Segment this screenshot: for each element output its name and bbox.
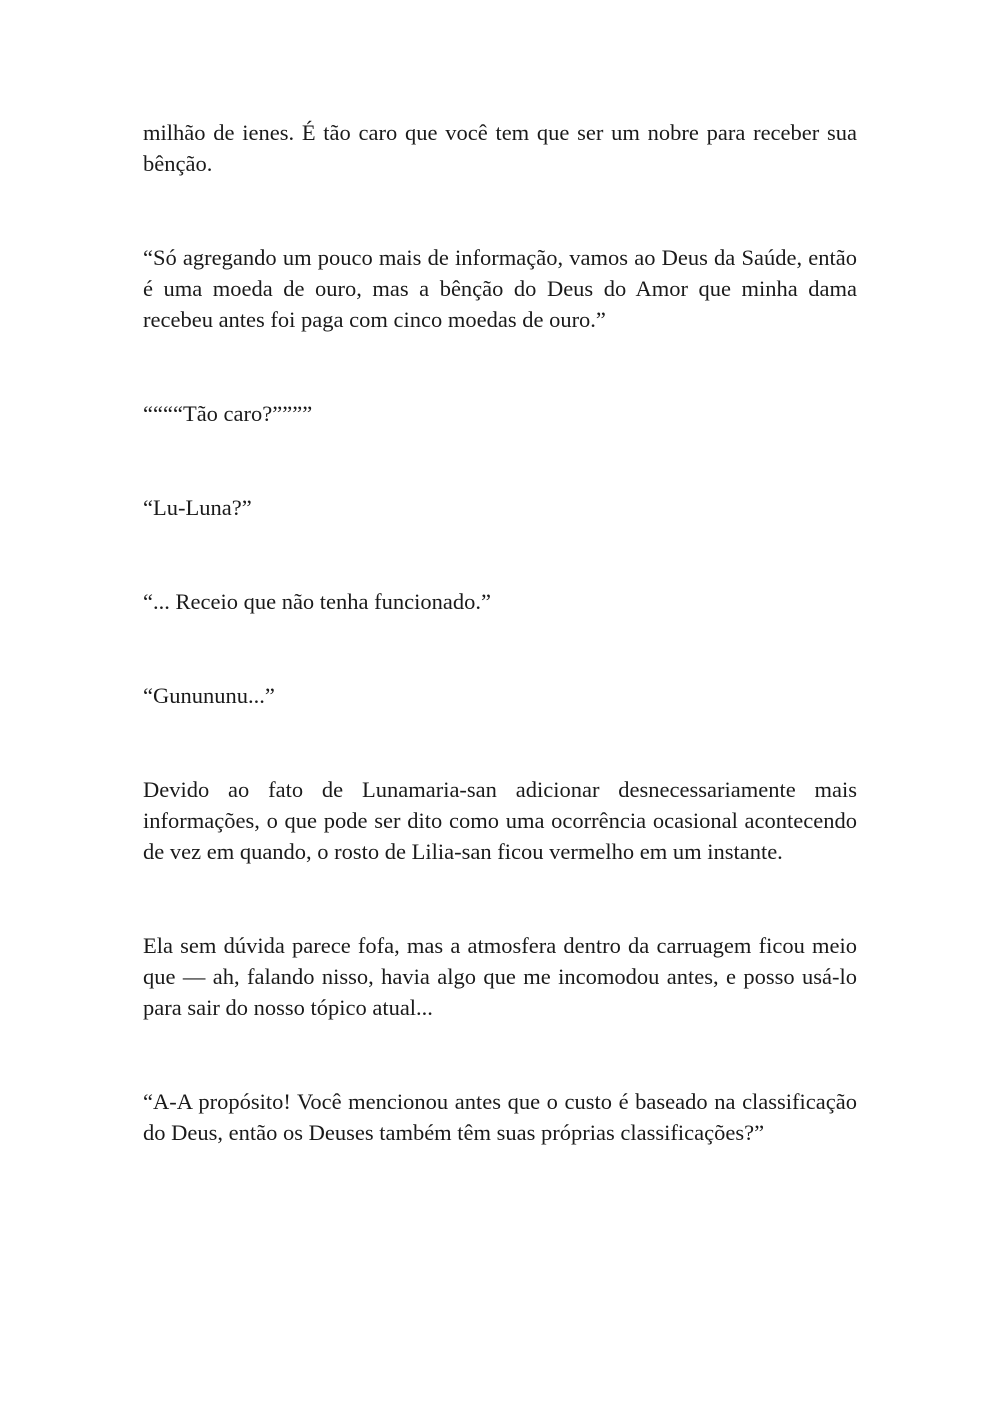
paragraph-1: milhão de ienes. É tão caro que você tem que ser um nobre para receber sua bênção.	[143, 120, 857, 176]
paragraph-9: “A-A propósito! Você mencionou antes que o custo é baseado na classificação do Deus, então os Deuses também têm suas próprias classificações?”	[143, 1089, 857, 1145]
paragraph-3: ““““Tão caro?””””	[143, 401, 313, 426]
paragraph-7: Devido ao fato de Lunamaria-san adicionar desnecessariamente mais informações, o que pode ser dito como uma ocorrência ocasional acontecendo de vez em quando, o rosto de Lilia-san ficou vermelho em um instante.	[143, 777, 857, 864]
paragraph-2: “Só agregando um pouco mais de informação, vamos ao Deus da Saúde, então é uma moeda de ouro, mas a bênção do Deus do Amor que minha dama recebeu antes foi paga com cinco moedas de ouro.”	[143, 245, 857, 332]
paragraph-8: Ela sem dúvida parece fofa, mas a atmosfera dentro da carruagem ficou meio que — ah, falando nisso, havia algo que me incomodou antes, e posso usá-lo para sair do nosso tópico atual...	[143, 933, 857, 1020]
paragraph-6: “Gunununu...”	[143, 683, 275, 708]
paragraph-4: “Lu-Luna?”	[143, 495, 252, 520]
paragraph-5: “... Receio que não tenha funcionado.”	[143, 589, 491, 614]
text-body	[143, 117, 857, 1211]
